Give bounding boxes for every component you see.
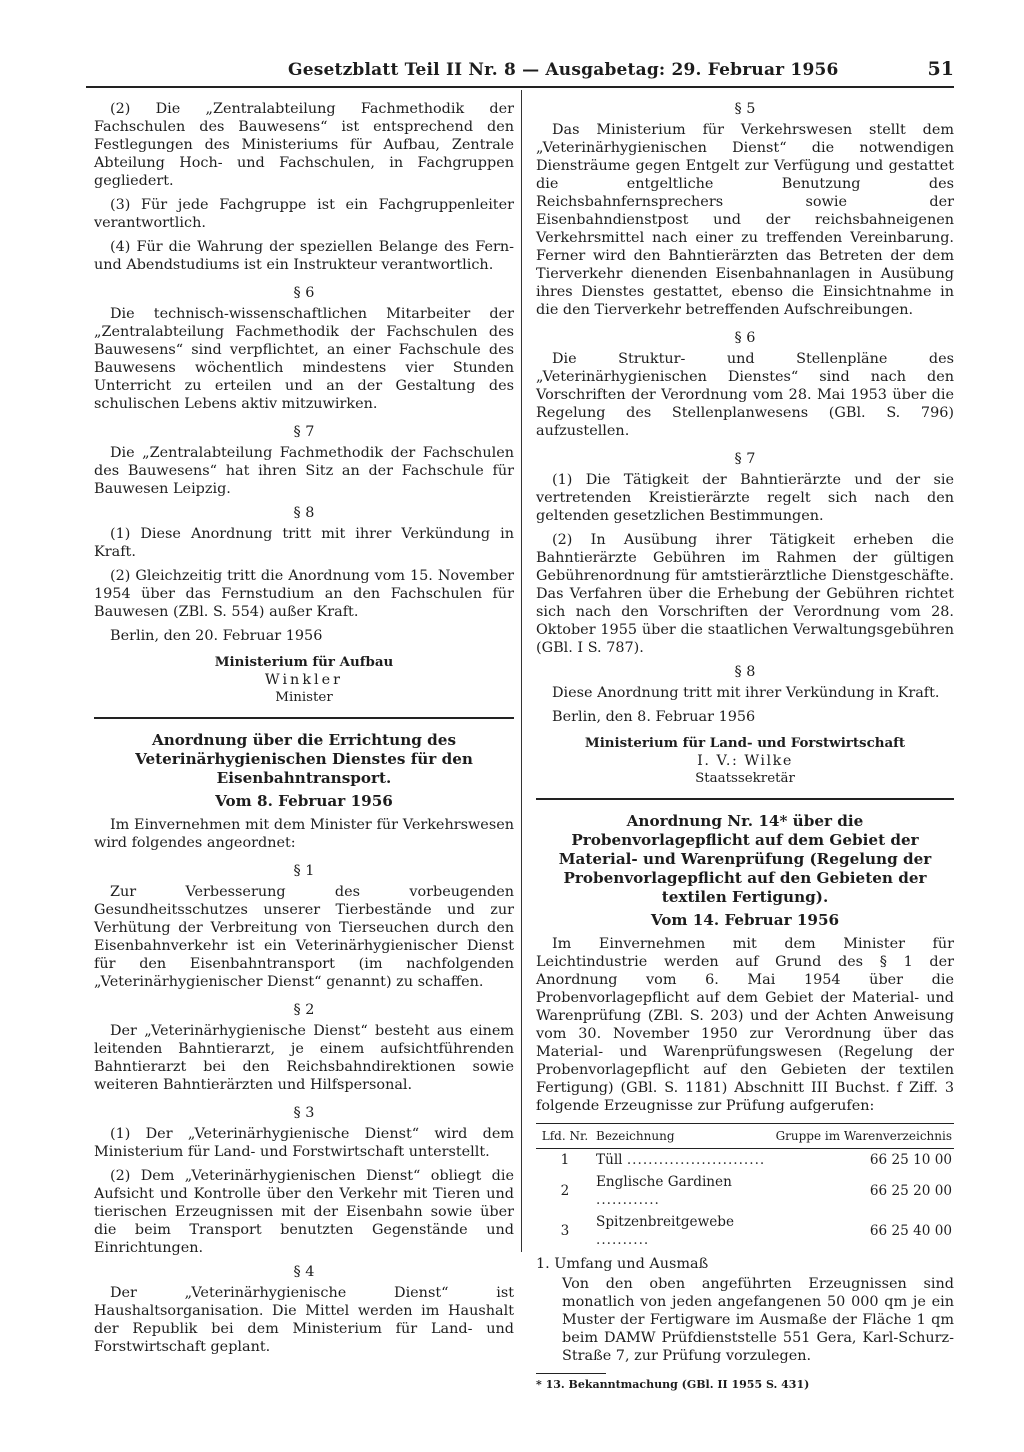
signature-institution: Ministerium für Land- und Forstwirtschaft: [584, 735, 906, 751]
section-heading: § 5: [734, 101, 756, 117]
right-column: [536, 100, 954, 1394]
row-group: 66 25 40 00: [869, 1223, 952, 1239]
section-heading: § 1: [293, 863, 315, 879]
designation-text: Tüll: [596, 1152, 623, 1168]
row-designation: [594, 1211, 774, 1251]
signature-block: [536, 734, 954, 788]
paragraph: (1) Die Tätigkeit der Bahntierärzte und der sie vertretenden Kreistierärzte regelt sich nach den geltenden gesetzlichen Bestimmungen.: [536, 472, 954, 524]
paragraph: Das Ministerium für Verkehrswesen stellt dem „Veterinärhygienischen Dienst“ die notwendigen Diensträume gegen Entgelt zur Verfügung und gestattet die entgeltliche Benutzung des Reichsbahnfernsprechers sowie der Eisenbahndienstpost und der reichsbahneigenen Verkehrsmittel nach einer zu treffenden Vereinbarung. Ferner wird den Bahntierärzten das Betreten der dem Tierverkehr dienenden Eisenbahnanlagen in Ausübung ihres Dienstes gestattet, ebenso die Einsichtnahme in die den Tierverkehr betreffenden Aufschreibungen.: [536, 122, 954, 318]
ordinance-date: Vom 14. Februar 1956: [650, 911, 840, 929]
footnote-rule: [536, 1373, 606, 1374]
column-divider: [521, 90, 522, 1252]
left-column: [94, 100, 514, 1362]
leader-dots: ..........................: [626, 1152, 766, 1168]
section-heading: § 6: [293, 285, 315, 301]
paragraph: Diese Anordnung tritt mit ihrer Verkündung in Kraft.: [552, 685, 940, 701]
paragraph: Im Einvernehmen mit dem Minister für Leichtindustrie werden auf Grund des § 1 der Anordnung vom 6. Mai 1954 über die Probenvorlagepflicht auf dem Gebiet der Material- und Warenprüfung (ZBl. S. 203) und der Achten Anweisung vom 30. November 1950 zur Verordnung über das Material- und Warenprüfungswesen (Regelung der Probenvorlagepflicht auf den Gebieten der textilen Fertigung) (GBl. S. 1181) Abschnitt III Buchst. f Ziff. 3 folgende Erzeugnisse zur Prüfung aufgerufen:: [536, 936, 954, 1114]
column-header: Lfd. Nr.: [536, 1124, 594, 1149]
column-header: Bezeichnung: [594, 1124, 774, 1149]
section-heading: § 4: [293, 1264, 315, 1280]
table-header-row: [536, 1124, 954, 1149]
row-group: 66 25 20 00: [869, 1183, 952, 1199]
footnote: * 13. Bekanntmachung (GBl. II 1955 S. 431): [536, 1378, 810, 1391]
paragraph: (2) Dem „Veterinärhygienischen Dienst“ obliegt die Aufsicht und Kontrolle über den Verkehr mit Tieren und tierischen Erzeugnissen mit der Eisenbahn sowie über die beim Transport benutzten Gegenstände und Einrichtungen.: [94, 1168, 514, 1256]
section-heading: § 7: [734, 451, 756, 467]
section-heading: § 8: [293, 505, 315, 521]
paragraph: Die Struktur- und Stellenpläne des „Veterinärhygienischen Dienstes“ sind nach den Vorschriften der Verordnung vom 28. Mai 1953 über die Regelung des Stellenplanwesens (GBl. S. 796) aufzustellen.: [536, 351, 954, 439]
product-table: [536, 1123, 954, 1251]
ordinance-date: Vom 8. Februar 1956: [215, 792, 393, 810]
section-heading: § 2: [293, 1002, 315, 1018]
row-number: 3: [560, 1223, 570, 1239]
paragraph: (3) Für jede Fachgruppe ist ein Fachgruppenleiter verantwortlich.: [94, 197, 514, 231]
header-rule: [86, 86, 954, 88]
ordinance-title: Anordnung Nr. 14* über die Probenvorlagepflicht auf dem Gebiet der Material- und Warenprüfung (Regelung der Probenvorlagepflicht auf den Gebieten der textilen Fertigung).: [558, 812, 932, 906]
paragraph: Der „Veterinärhygienische Dienst“ besteht aus einem leitenden Bahntierarzt, je einem aufsichtführenden Bahntierarzt bei den Reichsbahndirektionen sowie weiteren Bahntierärzten und Hilfspersonal.: [94, 1023, 514, 1093]
row-designation: [594, 1149, 774, 1172]
table-row: [536, 1171, 954, 1211]
signature-role: Minister: [275, 690, 333, 705]
column-header: Gruppe im Warenverzeichnis: [774, 1124, 954, 1149]
paragraph: Zur Verbesserung des vorbeugenden Gesundheitsschutzes unserer Tierbestände und zur Verhütung der Verbreitung von Tierseuchen durch den Eisenbahnverkehr ist ein Veterinärhygienischer Dienst für den Eisenbahntransport (im nachfolgenden „Veterinärhygienischer Dienst“ genannt) zu schaffen.: [94, 884, 514, 990]
signature-name: I. V.: Wilke: [697, 753, 793, 769]
page-header: [80, 58, 960, 86]
designation-text: Englische Gardinen: [596, 1174, 732, 1190]
page-number: 51: [927, 58, 954, 80]
signature-name: Winkler: [264, 672, 344, 688]
leader-dots: ..........: [596, 1232, 650, 1248]
paragraph: Die „Zentralabteilung Fachmethodik der Fachschulen des Bauwesens“ hat ihren Sitz an der Fachschule für Bauwesen Leipzig.: [94, 445, 514, 497]
row-designation: [594, 1171, 774, 1211]
section-rule: [94, 717, 514, 719]
paragraph: Der „Veterinärhygienische Dienst“ ist Haushaltsorganisation. Die Mittel werden im Haushalt der Republik bei dem Ministerium für Land- und Forstwirtschaft geplant.: [94, 1285, 514, 1355]
signature-block: [94, 653, 514, 707]
section-heading: § 3: [293, 1105, 315, 1121]
signature-role: Staatssekretär: [695, 771, 795, 786]
paragraph: (2) Die „Zentralabteilung Fachmethodik der Fachschulen des Bauwesens“ ist entsprechend den Festlegungen des Ministeriums für Aufbau, Zentrale Abteilung Hoch- und Fachschulen, in Fachgruppen gegliedert.: [94, 101, 514, 189]
paragraph: Die technisch-wissenschaftlichen Mitarbeiter der „Zentralabteilung Fachmethodik der Fachschulen des Bauwesens“ sind verpflichtet, an einer Fachschule des Bauwesens wöchentlich mindestens vier Stunden Unterricht zu erteilen und an der Gestaltung des schulischen Lebens aktiv mitzuwirken.: [94, 306, 514, 412]
paragraph: Im Einvernehmen mit dem Minister für Verkehrswesen wird folgendes angeordnet:: [94, 817, 514, 851]
table-row: [536, 1149, 954, 1172]
row-group: 66 25 10 00: [869, 1152, 952, 1168]
paragraph: (2) Gleichzeitig tritt die Anordnung vom 15. November 1954 über das Fernstudium an den Fachschulen für Bauwesen (ZBl. S. 554) außer Kraft.: [94, 568, 514, 620]
header-title: Gesetzblatt Teil II Nr. 8 — Ausgabetag: 29. Februar 1956: [288, 60, 839, 80]
place-date: Berlin, den 20. Februar 1956: [110, 628, 323, 644]
designation-text: Spitzenbreitgewebe: [596, 1214, 735, 1230]
section-heading: § 7: [293, 424, 315, 440]
place-date: Berlin, den 8. Februar 1956: [552, 709, 756, 725]
section-heading: § 6: [734, 330, 756, 346]
paragraph: (2) In Ausübung ihrer Tätigkeit erheben die Bahntierärzte Gebühren im Rahmen der gültigen Gebührenordnung für amtstierärztliche Dienstgeschäfte. Das Verfahren über die Erhebung der Gebühren richtet sich nach den Vorschriften der Verordnung vom 28. Oktober 1955 über die staatlichen Verwaltungsgebühren (GBl. I S. 787).: [536, 532, 954, 656]
signature-institution: Ministerium für Aufbau: [214, 654, 394, 670]
row-number: 1: [560, 1152, 570, 1168]
list-item-label: 1. Umfang und Ausmaß: [536, 1256, 709, 1272]
section-heading: § 8: [734, 664, 756, 680]
row-number: 2: [560, 1183, 570, 1199]
leader-dots: ............: [596, 1192, 660, 1208]
ordinance-title: Anordnung über die Errichtung des Veterinärhygienischen Dienstes für den Eisenbahntransport.: [135, 731, 473, 787]
table-row: [536, 1211, 954, 1251]
paragraph: (1) Diese Anordnung tritt mit ihrer Verkündung in Kraft.: [94, 526, 514, 560]
paragraph: (4) Für die Wahrung der speziellen Belange des Fern- und Abendstudiums ist ein Instrukteur verantwortlich.: [94, 239, 514, 273]
paragraph: (1) Der „Veterinärhygienische Dienst“ wird dem Ministerium für Land- und Forstwirtschaft unterstellt.: [94, 1126, 514, 1160]
section-rule: [536, 798, 954, 800]
list-item-text: Von den oben angeführten Erzeugnissen sind monatlich von jeden angefangenen 50 000 qm je ein Muster der Fertigware im Ausmaße der Fläche 1 qm beim DAMW Prüfdienststelle 551 Gera, Karl-Schurz-Straße 7, zur Prüfung vorzulegen.: [562, 1276, 954, 1364]
